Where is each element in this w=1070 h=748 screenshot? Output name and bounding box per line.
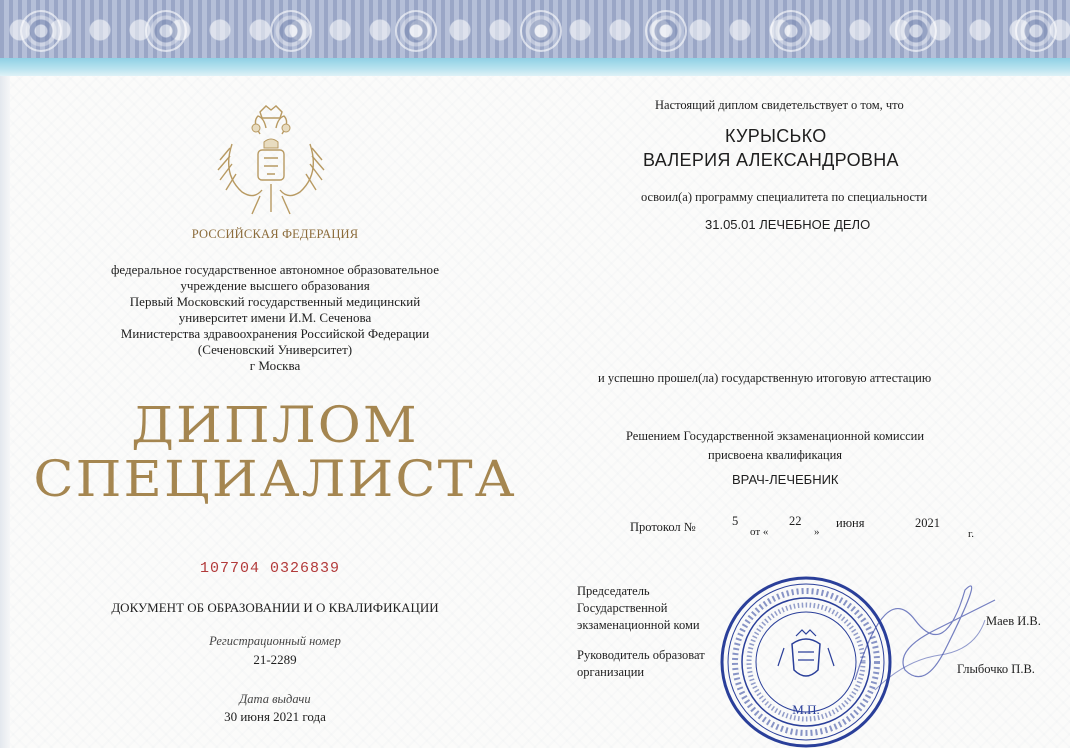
rosette-ornament xyxy=(1015,10,1057,52)
institution-name xyxy=(70,262,480,374)
title-line-2: СПЕЦИАЛИСТА xyxy=(33,450,517,508)
registration-label: Регистрационный номер xyxy=(209,634,341,648)
certification-intro: Настоящий диплом свидетельствует о том, что xyxy=(655,98,904,112)
registration-number: 21-2289 xyxy=(253,652,297,667)
rosette-ornament xyxy=(895,10,937,52)
diploma-title xyxy=(33,396,517,508)
protocol-month: июня xyxy=(836,516,865,530)
institution-line: федеральное государственное автономное образовательное xyxy=(111,262,439,277)
chairman-title-line: экзаменационной коми xyxy=(577,618,700,632)
institution-line: университет имени И.М. Сеченова xyxy=(178,310,372,325)
chairman-title-line: Государственной xyxy=(577,601,668,615)
serial-number: 107704 0326839 xyxy=(199,560,341,577)
rosette-ornament xyxy=(145,10,187,52)
institution-line: Министерства здравоохранения Российской Федерации xyxy=(120,326,430,341)
document-type: ДОКУМЕНТ ОБ ОБРАЗОВАНИИ И О КВАЛИФИКАЦИИ xyxy=(111,600,439,615)
title-line-1: ДИПЛОМ xyxy=(131,396,419,454)
rosette-ornament xyxy=(270,10,312,52)
chairman-name: Маев И.В. xyxy=(986,614,1041,628)
issue-date: 30 июня 2021 года xyxy=(224,709,326,724)
head-title-line: организации xyxy=(577,665,645,679)
protocol-from: от « xyxy=(750,526,769,538)
commission-decision-line: присвоена квалификация xyxy=(708,448,843,462)
coat-of-arms-icon xyxy=(212,104,330,224)
head-title-line: Руководитель образоват xyxy=(577,648,705,662)
rosette-ornament xyxy=(645,10,687,52)
attestation-statement: и успешно прошел(ла) государственную итоговую аттестацию xyxy=(598,371,932,385)
qualification: ВРАЧ-ЛЕЧЕБНИК xyxy=(732,472,839,487)
commission-decision-line: Решением Государственной экзаменационной комиссии xyxy=(626,429,925,443)
institution-line: (Сеченовский Университет) xyxy=(197,342,353,357)
protocol-number: 5 xyxy=(732,514,739,528)
rosette-ornament xyxy=(395,10,437,52)
chairman-title-line: Председатель xyxy=(577,584,650,598)
protocol-day: 22 xyxy=(789,514,802,528)
graduate-name: ВАЛЕРИЯ АЛЕКСАНДРОВНА xyxy=(643,150,899,170)
program-statement: освоил(а) программу специалитета по специальности xyxy=(641,190,928,204)
protocol-label: Протокол № xyxy=(630,520,696,534)
guilloche-top-band xyxy=(0,0,1070,58)
issue-date-label: Дата выдачи xyxy=(239,692,311,706)
page-edge-shadow xyxy=(0,76,10,748)
rosette-ornament xyxy=(20,10,62,52)
rosette-ornament xyxy=(770,10,812,52)
protocol-year-suffix: г. xyxy=(968,528,975,540)
institution-line: Первый Московский государственный медицинский xyxy=(129,294,421,309)
country-name: РОССИЙСКАЯ ФЕДЕРАЦИЯ xyxy=(191,227,359,241)
institution-line: г Москва xyxy=(249,358,301,373)
protocol-year: 2021 xyxy=(915,516,940,530)
rosette-ornament xyxy=(520,10,562,52)
cyan-stripe xyxy=(0,58,1070,76)
seal-mark: М.П. xyxy=(792,702,820,717)
official-seal-icon xyxy=(718,574,894,748)
specialty: 31.05.01 ЛЕЧЕБНОЕ ДЕЛО xyxy=(705,217,871,232)
graduate-surname: КУРЫСЬКО xyxy=(725,126,827,146)
head-name: Глыбочко П.В. xyxy=(957,662,1035,676)
protocol-close-quote: » xyxy=(814,526,820,538)
institution-line: учреждение высшего образования xyxy=(180,278,370,293)
